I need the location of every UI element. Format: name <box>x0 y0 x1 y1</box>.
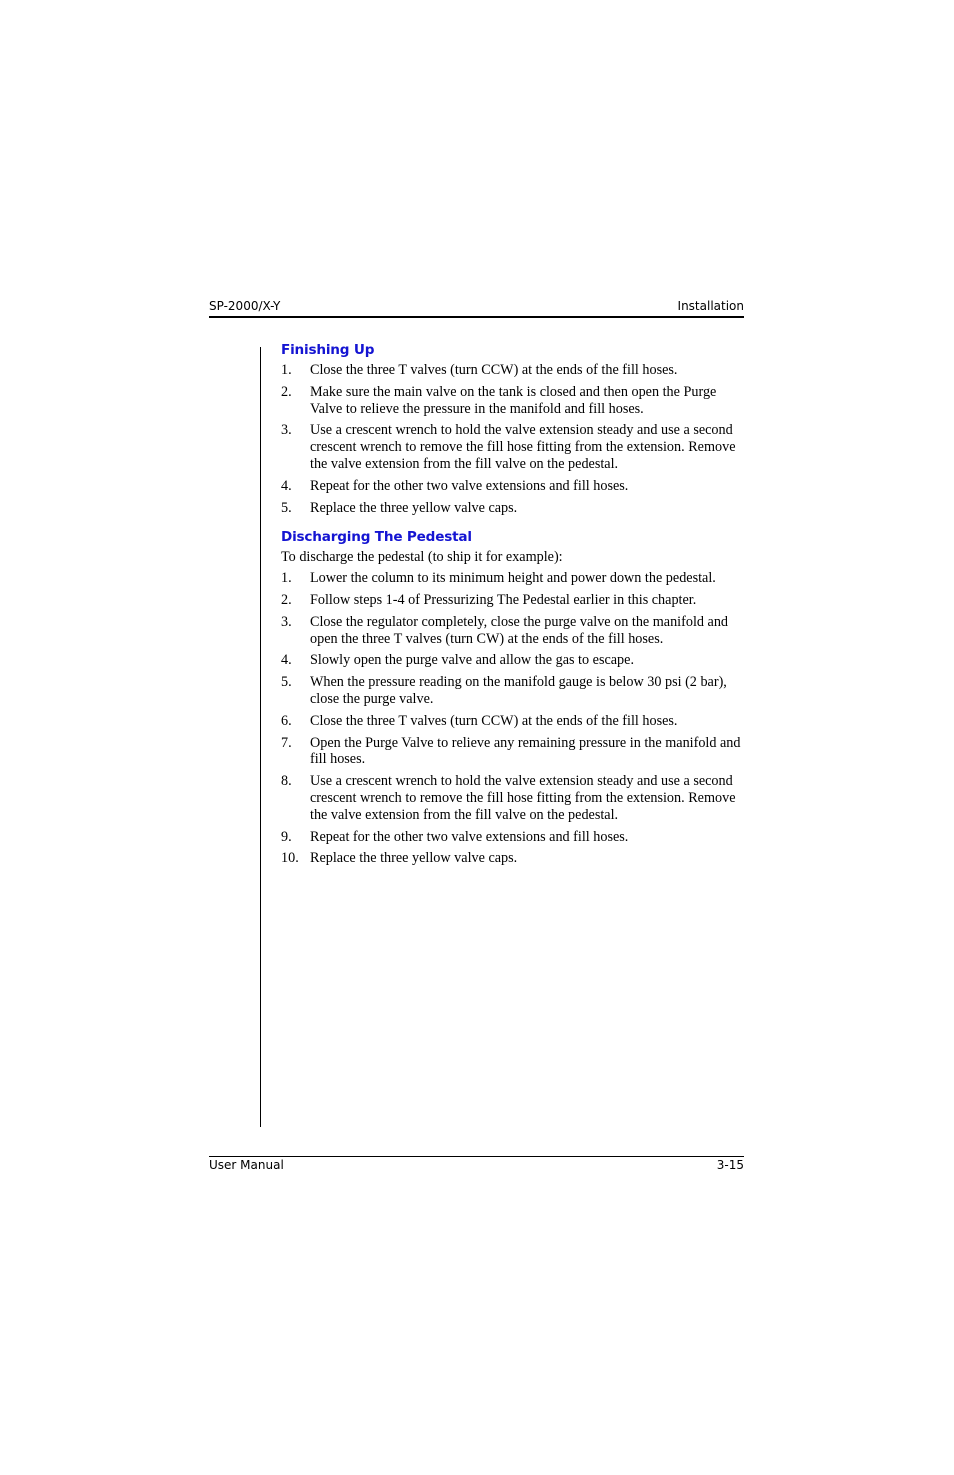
list-item <box>281 829 744 846</box>
step-text: Replace the three yellow valve caps. <box>310 850 518 867</box>
step-number: 5. <box>281 499 292 516</box>
list-item <box>281 362 744 379</box>
step-text: Use a crescent wrench to hold the valve extension steady and use a second crescent wrench to remove the fill hose fitting from the extension. Remove the valve extension from the fill valve on the pedestal. <box>310 422 736 472</box>
step-text: Follow steps 1-4 of Pressurizing The Pedestal earlier in this chapter. <box>310 591 697 608</box>
step-number: 1. <box>281 362 292 378</box>
step-text: Slowly open the purge valve and allow the gas to escape. <box>310 652 634 669</box>
page-content <box>281 342 744 872</box>
step-text: Repeat for the other two valve extensions and fill hoses. <box>310 477 629 494</box>
step-text: Repeat for the other two valve extensions and fill hoses. <box>310 828 629 845</box>
list-item <box>281 735 744 769</box>
step-number: 5. <box>281 674 292 691</box>
step-number: 10. <box>281 850 299 867</box>
step-text: Lower the column to its minimum height and power down the pedestal. <box>310 570 716 587</box>
step-text: When the pressure reading on the manifold gauge is below 30 psi (2 bar), close the purge valve. <box>310 674 727 707</box>
step-text: Use a crescent wrench to hold the valve extension steady and use a second crescent wrench to remove the fill hose fitting from the extension. Remove the valve extension from the fill valve on the pedestal. <box>310 773 736 823</box>
step-number: 3. <box>281 422 292 439</box>
footer-page-number: 3-15 <box>716 1158 744 1172</box>
step-text: Make sure the main valve on the tank is closed and then open the Purge Valve to relieve the pressure in the manifold and fill hoses. <box>310 383 717 417</box>
list-item <box>281 478 744 495</box>
list-item <box>281 500 744 517</box>
list-item <box>281 713 744 730</box>
step-number: 7. <box>281 734 292 751</box>
step-text: Replace the three yellow valve caps. <box>310 499 518 516</box>
step-number: 8. <box>281 773 292 790</box>
footer-document-name: User Manual <box>209 1158 284 1172</box>
list-item <box>281 592 744 609</box>
step-list <box>281 362 744 516</box>
page-footer <box>209 1156 744 1174</box>
header-product-name: SP-2000/X-Y <box>209 299 281 313</box>
list-item <box>281 422 744 472</box>
step-number: 2. <box>281 591 292 608</box>
section-heading: Finishing Up <box>281 342 375 358</box>
step-text: Open the Purge Valve to relieve any remaining pressure in the manifold and fill hoses. <box>310 734 741 768</box>
section-finishing-up <box>281 342 744 516</box>
step-number: 3. <box>281 613 292 630</box>
step-text: Close the regulator completely, close the purge valve on the manifold and open the three T valves (turn CW) at the ends of the fill hoses. <box>310 613 729 647</box>
list-item <box>281 674 744 708</box>
step-number: 4. <box>281 477 292 494</box>
step-number: 2. <box>281 383 292 400</box>
list-item <box>281 850 744 867</box>
margin-rule <box>260 347 261 1127</box>
header-chapter-name: Installation <box>677 299 744 313</box>
step-number: 9. <box>281 828 292 845</box>
step-number: 6. <box>281 712 292 729</box>
page-header <box>209 299 744 318</box>
step-number: 1. <box>281 570 292 587</box>
step-number: 4. <box>281 652 292 669</box>
list-item <box>281 570 744 587</box>
section-intro: To discharge the pedestal (to ship it for example): <box>281 549 563 566</box>
list-item <box>281 773 744 823</box>
list-item <box>281 614 744 648</box>
section-heading: Discharging The Pedestal <box>281 529 472 546</box>
step-list <box>281 570 744 867</box>
step-text: Close the three T valves (turn CCW) at the ends of the fill hoses. <box>310 712 678 729</box>
step-text: Close the three T valves (turn CCW) at the ends of the fill hoses. <box>310 362 678 378</box>
list-item <box>281 384 744 418</box>
section-discharging-pedestal <box>281 529 744 867</box>
list-item <box>281 652 744 669</box>
